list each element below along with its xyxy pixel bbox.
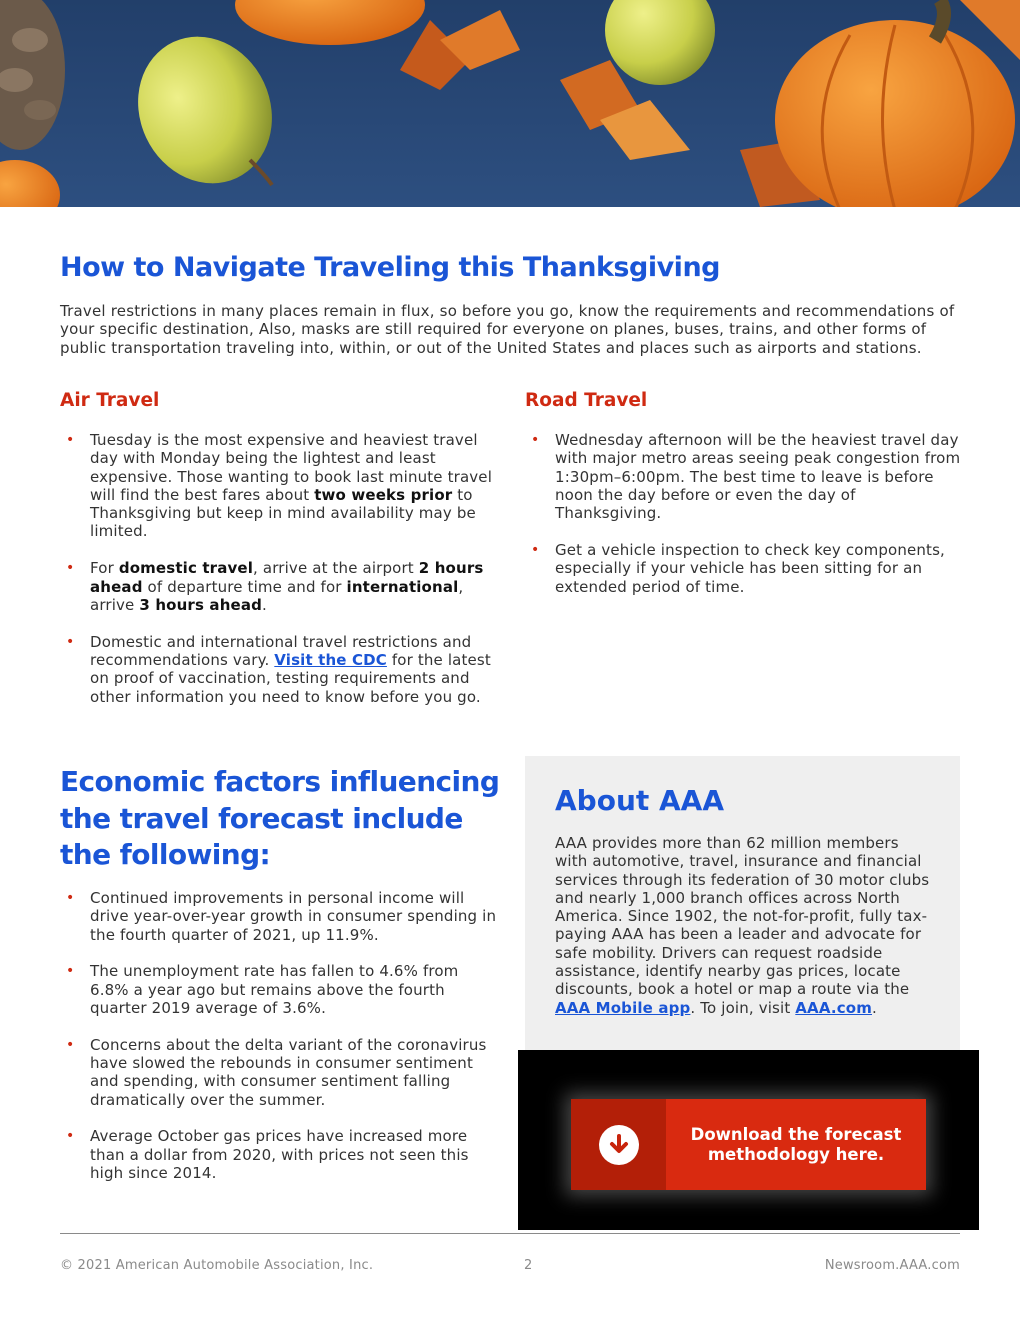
list-item: • Tuesday is the most expensive and heaviest travel day with Monday being the lightest and least expensive. Those wanting to book last minute travel will find the best fares about two weeks prior to Thanksgiving but keep in mind availability may be limited.	[66, 431, 493, 541]
page-number: 2	[524, 1258, 533, 1273]
bullet-icon: •	[66, 890, 75, 906]
intro-paragraph: Travel restrictions in many places remain in flux, so before you go, know the requirements and recommendations of your specific destination, Also, masks are still required for everyone on planes, buses, trains, and other forms of public transportation traveling into, within, or out of the United States and places such as airports and stations.	[60, 302, 955, 357]
about-aaa-box	[525, 756, 960, 1056]
download-icon-box	[571, 1099, 666, 1190]
hero-image	[0, 0, 1020, 207]
aaa-com-link[interactable]: AAA.com	[795, 998, 872, 1017]
download-label: Download the forecast methodology here.	[690, 1125, 902, 1164]
cdc-link[interactable]: Visit the CDC	[274, 650, 387, 669]
produce-illustration	[0, 0, 1020, 207]
list-item: • Get a vehicle inspection to check key components, especially if your vehicle has been sitting for an extended period of time.	[531, 540, 945, 596]
download-arrow-icon	[599, 1125, 639, 1165]
download-methodology-button[interactable]	[571, 1099, 926, 1190]
list-item: • Concerns about the delta variant of the coronavirus have slowed the rebounds in consumer sentiment and spending, with consumer sentiment falling dramatically over the summer.	[66, 1035, 487, 1109]
footer-site: Newsroom.AAA.com	[824, 1258, 960, 1273]
road-travel-list	[525, 431, 963, 614]
list-item: • Domestic and international travel restrictions and recommendations vary. Visit the CDC for the latest on proof of vaccination, testing requirements and other information you need to know before you go.	[66, 632, 491, 706]
bullet-icon: •	[66, 1128, 75, 1145]
economic-factors-list	[60, 889, 500, 1201]
road-travel-heading: Road Travel	[525, 390, 648, 411]
list-item: • Average October gas prices have increased more than a dollar from 2020, with prices not seen this high since 2014.	[66, 1127, 469, 1183]
aaa-mobile-app-link[interactable]: AAA Mobile app	[555, 998, 691, 1017]
bullet-icon: •	[66, 1036, 75, 1053]
bullet-icon: •	[531, 541, 540, 558]
bullet-icon: •	[66, 560, 75, 577]
list-item: • For domestic travel, arrive at the airport 2 hours ahead of departure time and for international, arrive 3 hours ahead.	[66, 559, 484, 614]
footer-copyright: © 2021 American Automobile Association, Inc.	[60, 1258, 374, 1273]
air-travel-list	[60, 431, 500, 724]
about-aaa-heading: About AAA	[555, 784, 725, 817]
economic-factors-heading: Economic factors influencing the travel forecast include the following:	[60, 765, 500, 871]
bullet-icon: •	[66, 963, 75, 980]
list-item: • Continued improvements in personal income will drive year-over-year growth in consumer spending in the fourth quarter of 2021, up 11.9%.	[66, 889, 497, 944]
bullet-icon: •	[531, 432, 540, 448]
bullet-icon: •	[66, 633, 75, 650]
list-item: • Wednesday afternoon will be the heaviest travel day with major metro areas seeing peak congestion from 1:30pm–6:00pm. The best time to leave is before noon the day before or even the day of Thanksgiving.	[531, 431, 961, 523]
air-travel-heading: Air Travel	[60, 390, 160, 411]
page-title: How to Navigate Traveling this Thanksgiving	[60, 252, 720, 283]
download-panel	[518, 1050, 979, 1230]
about-aaa-text: AAA provides more than 62 million members with automotive, travel, insurance and financial services through its federation of 30 motor clubs and nearly 1,000 branch offices across North America. Since 1902, the not-for-profit, fully tax-paying AAA has been a leader and advocate for safe mobility. Drivers can request roadside assistance, identify nearby gas prices, locate discounts, book a hotel or map a route via the AAA Mobile app. To join, visit AAA.com.	[555, 834, 930, 1017]
bullet-icon: •	[66, 432, 75, 448]
footer-divider	[60, 1233, 960, 1234]
list-item: • The unemployment rate has fallen to 4.6% from 6.8% a year ago but remains above the fourth quarter 2019 average of 3.6%.	[66, 962, 459, 1017]
